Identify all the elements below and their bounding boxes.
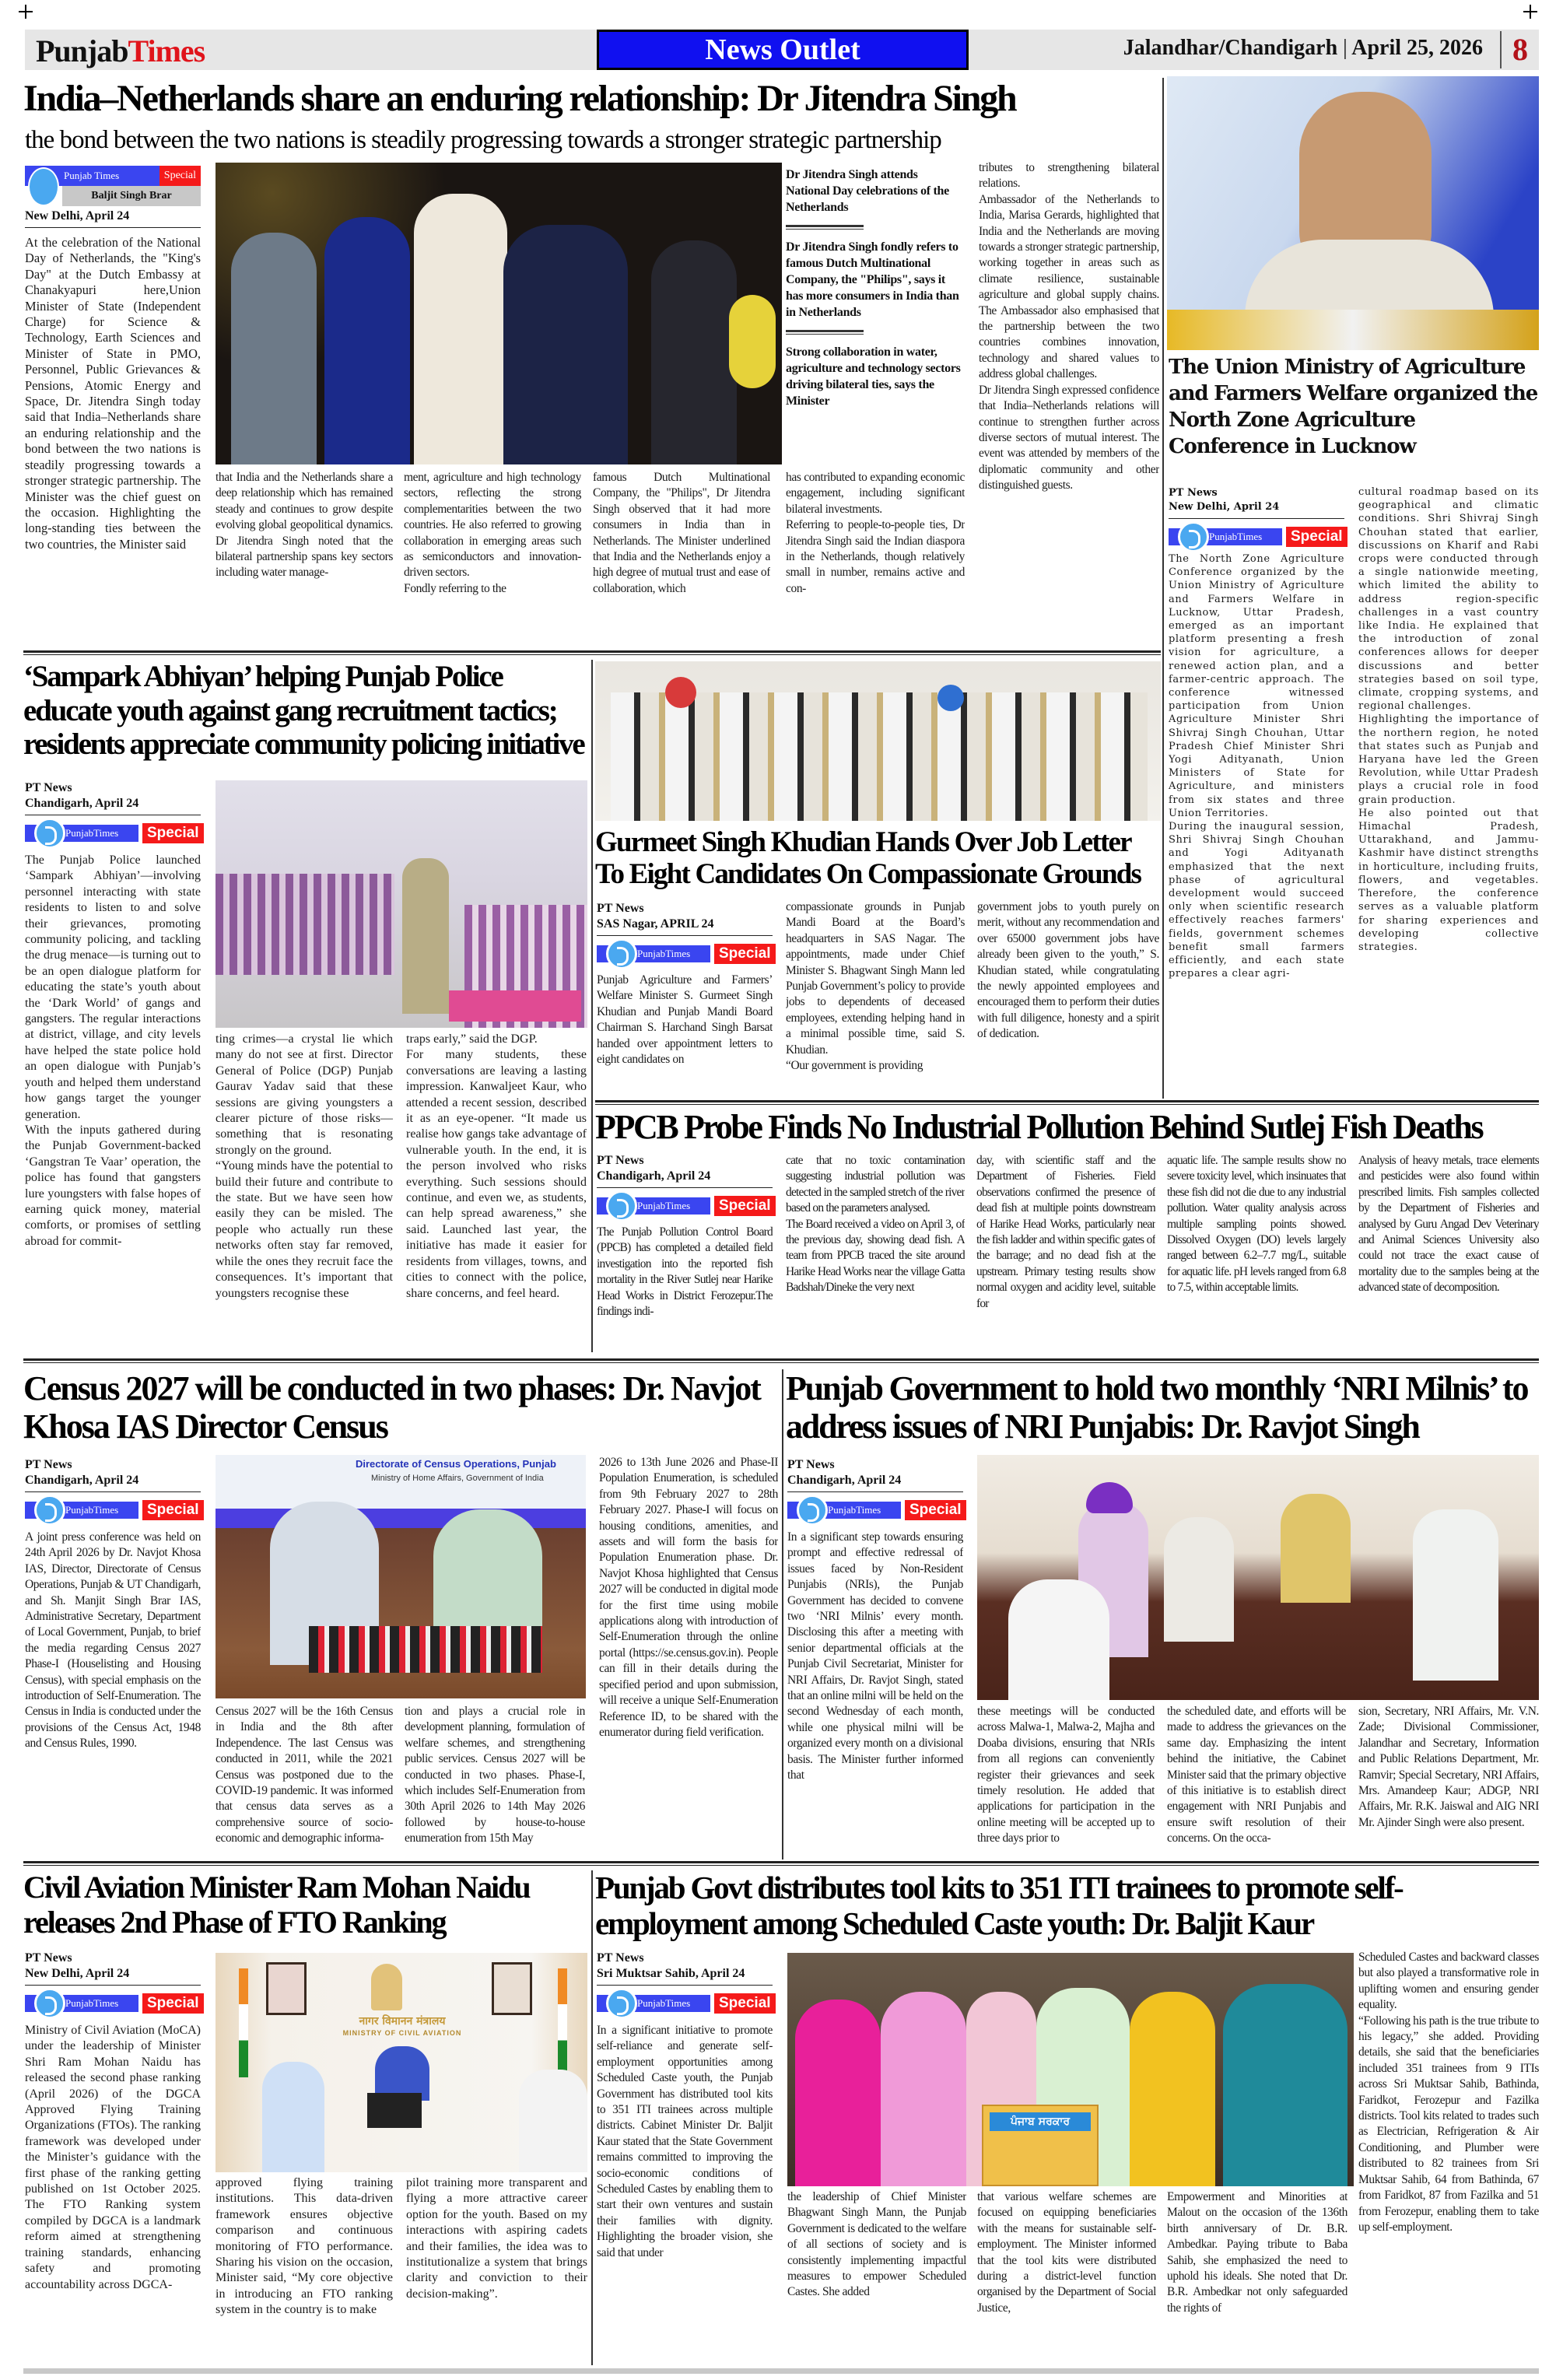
headline-aviation[interactable]: Civil Aviation Minister Ram Mohan Naidu releases 2nd Phase of FTO Ranking xyxy=(23,1870,530,1940)
photo-figure xyxy=(1008,1579,1109,1700)
divider xyxy=(787,1491,963,1492)
photo-classroom-session xyxy=(216,780,587,1028)
brand-label xyxy=(597,1197,710,1215)
brand-name: PunjabTimes xyxy=(637,1997,691,2009)
brand-logo-icon xyxy=(1178,521,1209,552)
column-divider xyxy=(1162,78,1164,1099)
article-column: has contributed to expanding economic engagement, including significant bilateral investments. Referring to people-to-people ties, Dr Jitendra Singh said the Indian diaspora in the Netherlands, though relatively small in number, remains active and con- xyxy=(786,471,965,595)
article-column: 2026 to 13th June 2026 and Phase-II Population Enumeration, is scheduled from 9th February 2027 to 28th February 2027. Phase-I will focus on housing conditions, amenities, and assets and will form the basis for Population Enumeration phase. Dr. Navjot Khosa highlighted that Census 2027 will be conducted in digital mode for the first time using mobile applications along with introduction of Self-Enumeration through the online portal (https://se.census.gov.in). People can fill in their details during the specified period and upon submission, will receive a unique Self-Enumeration Reference ID, to be shared with the enumerator during field verification. xyxy=(599,1456,778,1739)
article-column: that various welfare schemes are focused on equipping beneficiaries with the means for sustainable self-employment. The Minister informed that the tool kits were distributed during a district-level function organised by the Department of Social Justice, xyxy=(977,2190,1156,2315)
photo-job-letters xyxy=(595,661,1161,821)
source-label: PT News xyxy=(25,1458,72,1471)
special-label: Special xyxy=(142,1500,204,1520)
photo-turban xyxy=(1086,1482,1133,1513)
brand-label xyxy=(25,1995,138,2012)
photo-figure xyxy=(1413,1509,1498,1681)
photo-microphones xyxy=(309,1626,542,1673)
article-column: traps early,” said the DGP. For many students, these conversations are leaving a lasting impression. Kanwaljeet Kaur, who attended a recent session, described it as an eye-opener. “It made us realise how gangs take advantage of vulnerable youth. In the end, it is the person involved who risks everything. Such sessions should continue, and even we, as students, can help spread awareness,” she said. Launched last year, the initiative has made it easier for residents from villages, towns, and cities to connect with the police, share concerns, and feel heard. xyxy=(406,1032,587,1300)
article-column: aquatic life. The sample results show no severe toxicity level, which insinuates that these fish did not die due to any industrial pollution. Water quality analysis across multiple sampling points showed. Dissolved Oxygen (DO) levels largely ranged between 6.2–7.7 mg/L, suitable for aquatic life. pH levels ranged from 6.8 to 7.5, within acceptable limits. xyxy=(1167,1154,1346,1295)
photo-figure xyxy=(651,240,737,464)
photo-flag xyxy=(239,1968,248,2077)
dateline: Chandigarh, April 24 xyxy=(25,797,139,810)
article-column: Empowerment and Minorities at Malout on the occasion of the 136th birth anniversary of Dr. B.R. Ambedkar. Paying tribute to Baba Sahib, she emphasized the need to uphold his ideals. She noted that Dr. B.R. Ambedkar not only safeguarded the rights of xyxy=(1167,2190,1347,2315)
brand-logo-icon xyxy=(34,818,65,849)
brand-name: PunjabTimes xyxy=(828,1504,881,1516)
photo-laptop xyxy=(367,2093,422,2128)
article-column: government jobs to youth purely on merit, without any recommendation and over 65000 government jobs have already been given to the youth,” S. Khudian stated, while congratulating the newly appointed employees and encouraged them to perform their duties with full diligence, honesty and a spirit of dedication. xyxy=(977,900,1159,1041)
headline-census[interactable]: Census 2027 will be conducted in two phases: Dr. Navjot Khosa IAS Director Census xyxy=(23,1369,760,1446)
source-label: PT News xyxy=(25,1951,72,1965)
photo-flowers xyxy=(729,295,776,388)
photo-toolkit-box xyxy=(982,2105,1099,2186)
dateline: Chandigarh, April 24 xyxy=(597,1169,711,1183)
column-divider xyxy=(591,660,593,1352)
photo-banner-subtext: Ministry of Home Affairs, Government of India xyxy=(371,1474,544,1483)
divider xyxy=(25,227,201,228)
divider xyxy=(1169,518,1344,519)
highlight-item: Dr Jitendra Singh attends National Day celebrations of the Netherlands xyxy=(786,168,949,214)
punjabtimes-special-badge xyxy=(25,822,204,844)
brand-name: PunjabTimes xyxy=(637,1200,691,1211)
highlight-item: Strong collaboration in water, agriculture and technology sectors driving bilateral ties, says the Minister xyxy=(786,345,961,408)
photo-figure xyxy=(1164,1517,1234,1642)
article-column: At the celebration of the National Day of Netherlands, the "King's Day" at the Dutch Embassy at Chanakyapuri here,Union Minister of State (Independent Charge) for Science & Technology, Earth Sciences and Minister of State in PMO, Personnel, Public Grievances & Pensions, Atomic Energy and Space, Dr. Jitendra Singh today said that India–Netherlands share an enduring relationship and the bond between the two nations is steadily progressing towards a stronger strategic partnership. The Minister was the chief guest on the occasion. Highlighting the long-standing ties between the two countries, the Minister said xyxy=(25,235,201,552)
photo-portrait-frame xyxy=(492,1962,532,2015)
article-column: The North Zone Agriculture Conference organized by the Union Ministry of Agriculture and Farmers Welfare in Lucknow, Uttar Pradesh, emerged as an important platform presenting a fresh vision for agriculture, a renewed action plan, and a farmer-centric approach. The conference witnessed participation from Union Agriculture Minister Shri Shivraj Singh Chouhan, Uttar Pradesh Chief Minister Shri Yogi Adityanath, Union Ministers of State for Agriculture, and ministers from six states and three Union Territories. During the inaugural session, Shri Shivraj Singh Chouhan and Yogi Adityanath emphasized that the next phase of agricultural development would succeed only when scientific research effectively reaches farmers' fields, government schemes benefit small farmers efficiently, and each state prepares a clear agri- xyxy=(1169,553,1344,980)
punjabtimes-special-badge xyxy=(597,1195,776,1217)
article-column: tributes to strengthening bilateral relations. Ambassador of the Netherlands to India, Marisa Gerards, highlighted that India and the Netherlands are moving towards a stronger strategic partnership, working together in areas such as climate resilience, sustainable agriculture and global supply chains. The Ambassador also emphasised that the partnership between the two countries combines innovation, technology and shared values to address global challenges. Dr Jitendra Singh expressed confidence that India–Netherlands relations will continue to strengthen further across diverse sectors of mutual interest. The event was attended by members of the diplomatic community and other distinguished guests. xyxy=(979,161,1159,492)
dateline: SAS Nagar, APRIL 24 xyxy=(597,917,714,931)
article-column: that India and the Netherlands share a deep relationship which has remained steady and continues to grow despite evolving global geopolitical dynamics. Dr Jitendra Singh noted that the bilateral partnership spans key sectors including water manage- xyxy=(216,471,393,580)
divider xyxy=(25,1985,201,1986)
photo-figure xyxy=(881,1992,966,2186)
article-column: A joint press conference was held on 24th April 2026 by Dr. Navjot Khosa IAS, Director, Directorate of Census Operations, Punjab & UT Chandigarh, and Sh. Manjit Singh Brar IAS, Administrative Secretary, Department of Local Government, Punjab, to brief the media regarding Census 2027 Phase-I (Houselisting and Housing Census), with special emphasis on the introduction of Self-Enumeration. The Census in India is conducted under the provisions of the Census Act, 1948 and Census Rules, 1990. xyxy=(25,1530,201,1751)
headline-agriculture[interactable]: The Union Ministry of Agriculture and Farmers Welfare organized the North Zone Agriculture Conference in Lucknow xyxy=(1169,356,1538,458)
section-title: News Outlet xyxy=(597,30,969,70)
article-column: famous Dutch Multinational Company, the "Philips", Dr Jitendra Singh observed that it had more consumers in India than in Netherlands. The Minister underlined that India and the Netherlands enjoy a high degree of mutual trust and ease of collaboration, which xyxy=(593,471,770,595)
photo-nri-meeting xyxy=(977,1455,1539,1700)
section-divider xyxy=(23,1358,1539,1363)
brand-label xyxy=(25,166,159,186)
article-column: In a significant step towards ensuring prompt and effective redressal of issues faced by Non-Resident Punjabis (NRIs), the Punjab Government has decided to convene two ‘NRI Milnis’ every month. Disclosing this after a meeting with senior departmental officials at the Punjab Civil Secretariat, Minister for NRI Affairs, Dr. Ravjot Singh, stated that an online milni will be held on the second Wednesday of each month, while one physical milni will be organized every month on a divisional basis. The Minister further informed that xyxy=(787,1530,963,1782)
brand-label xyxy=(597,945,710,962)
photo-figure xyxy=(231,233,317,464)
brand-label xyxy=(597,1995,710,2012)
photo-toolkit-distribution xyxy=(787,1953,1354,2186)
photo-students xyxy=(216,874,394,975)
article-column: the leadership of Chief Minister Bhagwant Singh Mann, the Punjab Government is dedicated to the welfare of all sections of society and is consistently implementing impactful measures to empower Scheduled Castes. She added xyxy=(787,2190,966,2299)
crop-mark xyxy=(19,5,33,19)
source-label: PT News xyxy=(787,1458,835,1471)
article-column: ment, agriculture and high technology sectors, reflecting the strong complementarities between the two countries. He also referred to growing collaboration in emerging areas such as semiconductors and innovation-driven sectors. Fondly referring to the xyxy=(404,471,581,595)
edition-city: Jalandhar/Chandigarh xyxy=(1123,36,1338,60)
brand-name: PunjabTimes xyxy=(65,827,119,839)
article-column: pilot training more transparent and flying a more attractive career option for the youth. Based on my interactions with aspiring cadets and their families, the idea was to institutionalize a system that brings clarity and conviction to their decision-making”. xyxy=(406,2176,587,2301)
article-column: the scheduled date, and efforts will be made to address the grievances on the same day. Emphasizing the intent behind the initiative, the Cabinet Minister said that the primary objective of this initiative is to establish direct engagement with NRI Punjabis and ensure swift resolution of their concerns. On the occa- xyxy=(1167,1705,1346,1845)
brand-logo-icon xyxy=(797,1495,828,1526)
logo-text: Punjab xyxy=(36,33,128,68)
headline-ppcb[interactable]: PPCB Probe Finds No Industrial Pollution Behind Sutlej Fish Deaths xyxy=(595,1108,1483,1146)
photo-minister-speech xyxy=(1167,76,1539,350)
article-column: The Punjab Pollution Control Board (PPCB) has completed a detailed field investigation into the reported fish mortality in the River Sutlej near Harike Head Works in District Ferozepur.The findings indi- xyxy=(597,1225,773,1319)
special-label: Special xyxy=(905,1500,966,1520)
photo-figure xyxy=(1281,1494,1351,1603)
section-divider xyxy=(23,1861,1539,1866)
article-column: Scheduled Castes and backward classes but also played a transformative role in uplifting women and ensuring gender equality. “Following his path is the true tribute to his legacy,” she added. Providing details, she said that the beneficiaries included 351 trainees from 9 ITIs across Sri Muktsar Sahib, Bathinda, Faridkot, Ferozepur and Fazilka districts. Tool kits related to trades such as Electrician, Refrigeration & Air Conditioning, and Plumber were distributed to 82 trainees from Sri Muktsar Sahib, 64 from Bathinda, 67 from Faridkot, 87 from Fazilka and 51 from Ferozepur, enabling them to take up self-employment. xyxy=(1358,1951,1539,2234)
article-column: Punjab Agriculture and Farmers’ Welfare Minister S. Gurmeet Singh Khudian and Punjab Mandi Board Chairman S. Harchand Singh Barsat handed over appointment letters to eight candidates on xyxy=(597,973,773,1067)
headline-iti[interactable]: Punjab Govt distributes tool kits to 351 ITI trainees to promote self-employment among Scheduled Caste youth: Dr. Baljit Kaur xyxy=(595,1870,1403,1941)
brand-logo-icon xyxy=(34,1495,65,1526)
article-column: Analysis of heavy metals, trace elements and pesticides were also found within prescribed limits. Fish samples collected by the Department of Fisheries and analysed by Guru Angad Dev Veterinary and Animal Sciences University also could not trace the exact cause of mortality due to the samples being at the advanced state of decomposition. xyxy=(1358,1154,1539,1295)
photo-aviation-meeting xyxy=(216,1953,587,2172)
photo-turban xyxy=(665,677,696,708)
highlight-box xyxy=(786,166,961,467)
special-label: Special xyxy=(142,823,204,843)
source-label: PT News xyxy=(1169,487,1218,499)
divider xyxy=(786,225,864,230)
article-column: these meetings will be conducted across Malwa-1, Malwa-2, Majha and Doaba divisions, ensuring that NRIs from all regions can conveniently register their grievances and seek timely resolution. He added that applications for participation in the online meeting will be accepted up to three days prior to xyxy=(977,1705,1155,1845)
special-label: Special xyxy=(714,944,776,964)
special-label: Special xyxy=(714,1993,776,2014)
photo-sign: MINISTRY OF CIVIL AVIATION xyxy=(342,2029,462,2037)
dateline: New Delhi, April 24 xyxy=(1169,501,1280,513)
photo-census-press-conference xyxy=(216,1455,586,1698)
special-label: Special xyxy=(159,166,201,186)
dateline: New Delhi, April 24 xyxy=(25,209,130,223)
headline-sampark[interactable]: ‘Sampark Abhiyan’ helping Punjab Police educate youth against gang recruitment tactics; residents appreciate community policing initiative xyxy=(23,660,584,762)
brand-label xyxy=(1169,528,1282,545)
source-label: PT News xyxy=(25,781,72,794)
source-label: PT News xyxy=(597,1951,644,1965)
article-column: In a significant initiative to promote self-reliance and generate self-employment opportunities among Scheduled Caste youth, the Punjab Government has distributed tool kits to 351 ITI trainees across multiple districts. Cabinet Minister Dr. Baljit Kaur stated that the State Government remains committed to improving the socio-economic conditions of Scheduled Castes by enabling them to start their own ventures and sustain their families with dignity. Highlighting the broader vision, she said that under xyxy=(597,2024,773,2259)
brand-name: PunjabTimes xyxy=(1209,531,1263,542)
photo-figure xyxy=(503,225,628,464)
special-label: Special xyxy=(714,1196,776,1216)
photo-figure xyxy=(795,2000,881,2186)
brand-name: PunjabTimes xyxy=(637,948,691,959)
logo-text-red: Times xyxy=(128,33,205,68)
punjabtimes-special-badge xyxy=(25,1499,204,1521)
photo-officer xyxy=(402,858,449,1014)
photo-banner-text: Directorate of Census Operations, Punjab xyxy=(356,1458,556,1470)
photo-box-label: ਪੰਜਾਬ ਸਰਕਾਰ xyxy=(990,2112,1091,2131)
photo-figure xyxy=(1130,1992,1215,2186)
section-divider xyxy=(23,650,1161,655)
divider xyxy=(597,1187,773,1188)
photo-desk xyxy=(449,990,581,1022)
headline-netherlands[interactable]: India–Netherlands share an enduring relationship: Dr Jitendra Singh xyxy=(23,78,1016,119)
newspaper-logo[interactable] xyxy=(36,33,205,69)
photo-emblem xyxy=(371,1964,402,2010)
punjabtimes-special-badge xyxy=(25,1993,204,2014)
article-column: cultural roadmap based on its geographical and climatic conditions. Shri Shivraj Singh Chouhan stated that earlier, discussions on Kharif and Rabi crops were conducted through a single nationwide meeting, which limited the ability to address region-specific challenges in a vast country like India. He explained that the introduction of zonal conferences allows for deeper discussions and better strategies based on soil type, climate, cropping systems, and regional challenges. Highlighting the importance of the northern region, he noted that states such as Punjab and Haryana have led the Green Revolution, while Uttar Pradesh plays a crucial role in food grain production. He also pointed out that Himachal Pradesh, Uttarakhand, and Jammu-Kashmir have distinct strengths in horticulture, including fruits, flowers, and vegetables. Therefore, the conference serves as a valuable platform for sharing experiences and developing collective strategies. xyxy=(1358,486,1539,953)
article-column: cate that no toxic contamination suggesting industrial pollution was detected in the sampled stretch of the river based on the parameters analysed. The Board received a video on April 3, of the previous day, showing dead fish. A team from PPCB traced the site around Harike Head Works near the village Gatta Badshah/Dineke the very next xyxy=(786,1154,965,1295)
punjabtimes-special-badge xyxy=(597,943,776,965)
dateline: New Delhi, April 24 xyxy=(25,1967,130,1980)
photo-group xyxy=(611,692,1148,821)
photo-portrait-frame xyxy=(266,1962,307,2015)
crop-mark xyxy=(1523,5,1537,19)
edition-date: April 25, 2026 xyxy=(1351,36,1483,60)
article-column: Ministry of Civil Aviation (MoCA) under the leadership of Minister Shri Ram Mohan Naidu has released the second phase ranking (April 2026) of the DGCA Approved Flying Training Organizations (FTOs). The ranking framework was developed under the Minister’s guidance with the first phase of the ranking getting published on 1st October 2025. The FTO Ranking system compiled by DGCA is a landmark reform aimed at strengthening training standards, enhancing safety and promoting accountability across DGCA- xyxy=(25,2024,201,2291)
photo-turban xyxy=(937,685,964,711)
divider xyxy=(786,330,864,335)
article-column: approved flying training institutions. This data-driven framework ensures objective comparison and continuous monitoring of FTO performance. Sharing his vision on the occasion, Minister said, “My core objective in introducing an FTO ranking system in the country is to make xyxy=(216,2176,393,2317)
column-divider xyxy=(591,1870,593,2365)
photo-figure xyxy=(414,194,507,464)
brand-logo-icon xyxy=(34,1988,65,2019)
section-divider xyxy=(595,1100,1539,1105)
headline-nri[interactable]: Punjab Government to hold two monthly ‘NRI Milnis’ to address issues of NRI Punjabis: Dr. Ravjot Singh xyxy=(786,1369,1528,1446)
brand-label xyxy=(25,1502,138,1519)
dateline: Chandigarh, April 24 xyxy=(787,1474,902,1487)
divider xyxy=(597,1985,773,1986)
brand-logo-icon xyxy=(606,938,637,969)
brand-label xyxy=(787,1502,901,1519)
photo-flag xyxy=(558,1968,567,2077)
footer-bar xyxy=(23,2368,1539,2374)
brand-name: PunjabTimes xyxy=(65,1997,119,2009)
edition-info: Jalandhar/Chandigarh | April 25, 2026 xyxy=(1123,36,1483,60)
brand-name: Punjab Times xyxy=(64,170,120,181)
brand-label xyxy=(25,825,138,842)
photo-figure xyxy=(1223,1984,1347,2186)
divider xyxy=(25,1491,201,1492)
highlight-item: Dr Jitendra Singh fondly refers to famous Dutch Multinational Company, the "Philips", says it has more consumers in India than in Netherlands xyxy=(786,240,959,319)
photo-figure xyxy=(324,217,410,464)
masthead xyxy=(25,30,1539,70)
brand-logo-icon xyxy=(606,1988,637,2019)
article-column: ting crimes—a crystal lie which many do not see at first. Director General of Police (DGP) Punjab Gaurav Yadav said that these sessions are giving youngsters a clearer picture of those risks—something that is resonating strongly on the ground. “Young minds have the potential to build their future and contribute to the state. But we have seen how easily they can be misled. The people who actually run these networks often stay far removed, while the ones they recruit face the consequences. It’s important that youngsters recognise these xyxy=(216,1032,393,1300)
photo-flowers xyxy=(1167,310,1539,350)
brand-logo-icon xyxy=(28,167,59,206)
article-column: Census 2027 will be the 16th Census in India and the 8th after Independence. The last Census was conducted in 2011, while the 2021 Census was postponed due to the COVID-19 pandemic. It was informed that census data serves as a comprehensive source of socio-economic and demographic informa- xyxy=(216,1705,393,1845)
dateline: Chandigarh, April 24 xyxy=(25,1474,139,1487)
article-column: The Punjab Police launched ‘Sampark Abhiyan’—involving personnel interacting with state residents to listen to and solve their grievances, promoting community policing, and tackling the drug menace—is turning out to be an open dialogue platform for educating the state’s youth about the ‘Dark World’ of gangs and gangsters. The regular interactions at district, village, and city levels have helped the state police hold an open dialogue with Punjab’s youth and helped them understand how gangs target the younger generation. With the inputs gathered during the Punjab Government-backed ‘Gangstran Te Vaar’ operation, the police has found that gangsters lure youngsters with false hopes of earning quick money, material comforts, or promises of settling abroad for commit- xyxy=(25,854,201,1248)
article-column: compassionate grounds in Punjab Mandi Board at the Board’s headquarters in SAS Nagar. The appointments, made under Chief Minister S. Bhagwant Singh Mann led Punjab Government’s policy to provide jobs to dependents of deceased employees, extending helping hand in a minimal possible time, said S. Khudian. “Our government is providing xyxy=(786,900,965,1073)
headline-khudian[interactable]: Gurmeet Singh Khudian Hands Over Job Letter To Eight Candidates On Compassionate Grounds xyxy=(595,826,1141,891)
brand-name: PunjabTimes xyxy=(65,1504,119,1516)
photo-figure xyxy=(519,2070,587,2172)
punjabtimes-special-badge xyxy=(597,1993,776,2014)
divider xyxy=(597,935,773,936)
brand-logo-icon xyxy=(606,1190,637,1222)
punjabtimes-special-badge xyxy=(787,1499,966,1521)
special-label: Special xyxy=(142,1993,204,2014)
source-label: PT News xyxy=(597,1154,644,1167)
article-column: day, with scientific staff and the Department of Fisheries. Field observations confirmed the presence of dead fish at multiple points downstream of Harike Head Works, particularly near the fish ladder and within specific gates of the barrage; and no dead fish at the upstream. Primary testing results show normal oxygen and acidity level, suitable for xyxy=(976,1154,1155,1310)
article-column: tion and plays a crucial role in development planning, formulation of welfare schemes, and strengthening public services. Census 2027 will be conducted in two phases. Phase-I, which includes Self-Enumeration from 30th April 2026 to 14th May 2026 followed by house-to-house enumeration from 15th May xyxy=(405,1705,585,1845)
subheadline-netherlands: the bond between the two nations is steadily progressing towards a stronger strategic partnership xyxy=(25,126,941,154)
author-badge xyxy=(25,166,201,206)
dateline: Sri Muktsar Sahib, April 24 xyxy=(597,1967,745,1980)
punjabtimes-special-badge xyxy=(1169,526,1347,548)
source-label: PT News xyxy=(597,902,644,915)
photo-figure xyxy=(262,2062,324,2172)
article-column: sion, Secretary, NRI Affairs, Mr. V.N. Zade; Divisional Commissioner, Jalandhar and Secretary, Information and Public Relations Department, Mr. Ramvir; Special Secretary, NRI Affairs, Mrs. Amandeep Kaur; ADGP, NRI Affairs, Mr. R.K. Jaiswal and AIG NRI Mr. Ajinder Singh were also present. xyxy=(1358,1705,1539,1829)
photo-embassy-event xyxy=(216,163,782,464)
photo-sign-hindi: नागर विमानन मंत्रालय xyxy=(359,2015,446,2028)
page-number: 8 xyxy=(1500,31,1528,68)
author-name: Baljit Singh Brar xyxy=(62,186,201,206)
column-divider xyxy=(782,1369,783,1859)
special-label: Special xyxy=(1286,527,1347,547)
